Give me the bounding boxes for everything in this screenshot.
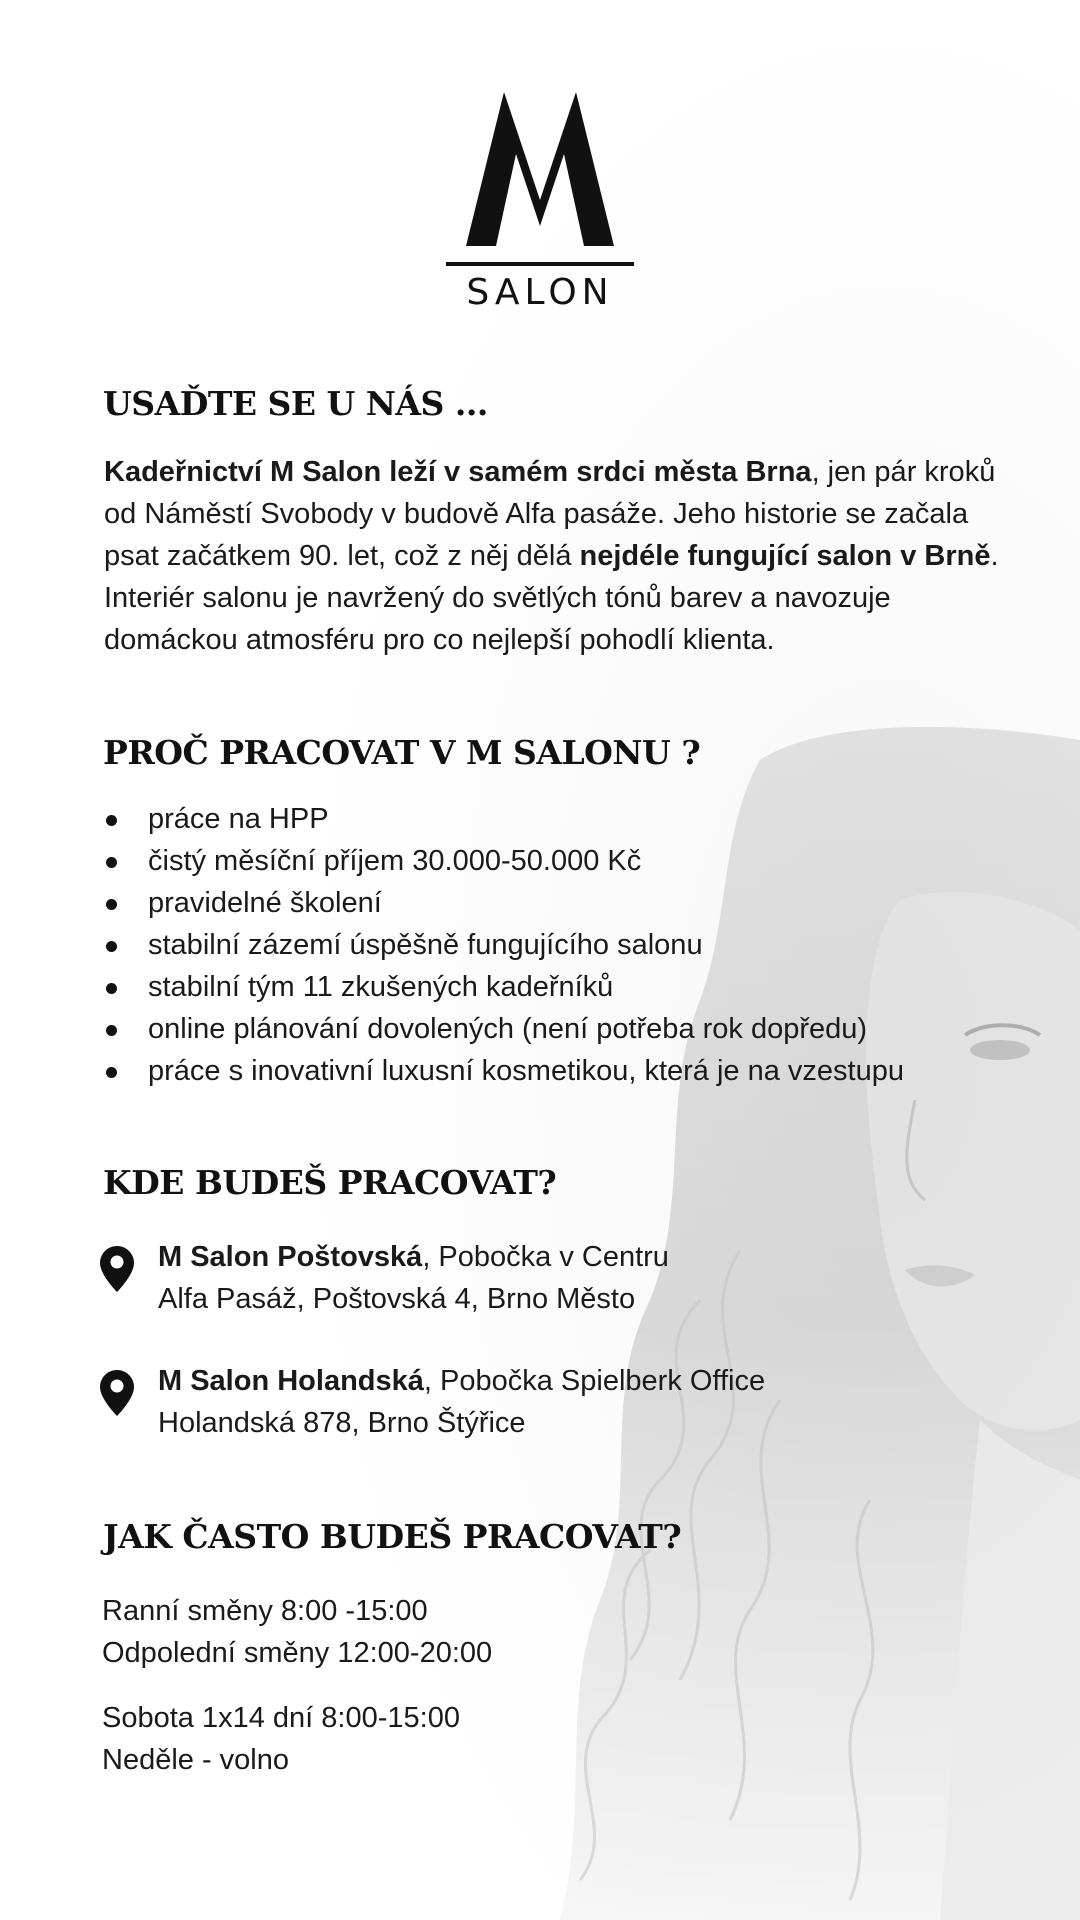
shift-line: Sobota 1x14 dní 8:00-15:00	[102, 1702, 460, 1734]
location-name: M Salon Poštovská	[158, 1241, 423, 1273]
about-text-2: . Interiér salonu je navržený do světlých tónů barev a navozuje domáckou atmosféru pro co nejlepší pohodlí klienta.	[104, 540, 999, 656]
location-text	[158, 1236, 669, 1320]
location-holandska	[100, 1360, 1000, 1450]
location-detail: , Pobočka v Centru	[422, 1241, 669, 1273]
location-detail: , Pobočka Spielberk Office	[423, 1365, 766, 1397]
shift-hours	[102, 1590, 492, 1674]
benefits-list	[104, 798, 904, 1092]
list-item: čistý měsíční příjem 30.000-50.000 Kč	[104, 840, 904, 882]
section-heading-about: USAĎTE SE U NÁS ...	[103, 384, 488, 423]
about-bold-1: Kadeřnictví M Salon leží v samém srdci města Brna	[104, 456, 812, 488]
location-postovska	[100, 1236, 1000, 1326]
location-text	[158, 1360, 765, 1444]
section-heading-hours: JAK ČASTO BUDEŠ PRACOVAT?	[103, 1517, 682, 1556]
logo-wordmark: SALON	[466, 272, 614, 313]
location-address: Alfa Pasáž, Poštovská 4, Brno Město	[158, 1283, 636, 1315]
section-heading-where: KDE BUDEŠ PRACOVAT?	[103, 1163, 557, 1202]
section-heading-why: PROČ PRACOVAT V M SALONU ?	[103, 733, 701, 772]
map-pin-icon	[100, 1370, 134, 1416]
m-salon-logo	[446, 92, 634, 313]
shift-line: Ranní směny 8:00 -15:00	[102, 1595, 428, 1627]
list-item: práce na HPP	[104, 798, 904, 840]
location-name: M Salon Holandská	[158, 1365, 424, 1397]
list-item: online plánování dovolených (není potřeba rok dopředu)	[104, 1008, 904, 1050]
about-paragraph	[104, 451, 1004, 661]
list-item: stabilní zázemí úspěšně fungujícího salonu	[104, 924, 904, 966]
about-text-1: , jen pár kroků od Náměstí Svobody v budově Alfa pasáže. Jeho historie se začala psat začátkem 90. let, což z něj dělá	[104, 456, 996, 572]
weekend-hours	[102, 1697, 460, 1781]
shift-line: Odpolední směny 12:00-20:00	[102, 1637, 493, 1669]
location-address: Holandská 878, Brno Štýřice	[158, 1407, 526, 1439]
list-item: pravidelné školení	[104, 882, 904, 924]
list-item: stabilní tým 11 zkušených kadeřníků	[104, 966, 904, 1008]
shift-line: Neděle - volno	[102, 1744, 289, 1776]
about-bold-2: nejdéle fungující salon v Brně	[579, 540, 991, 572]
map-pin-icon	[100, 1246, 134, 1292]
logo-m-mark	[446, 92, 634, 272]
list-item: práce s inovativní luxusní kosmetikou, která je na vzestupu	[104, 1050, 904, 1092]
